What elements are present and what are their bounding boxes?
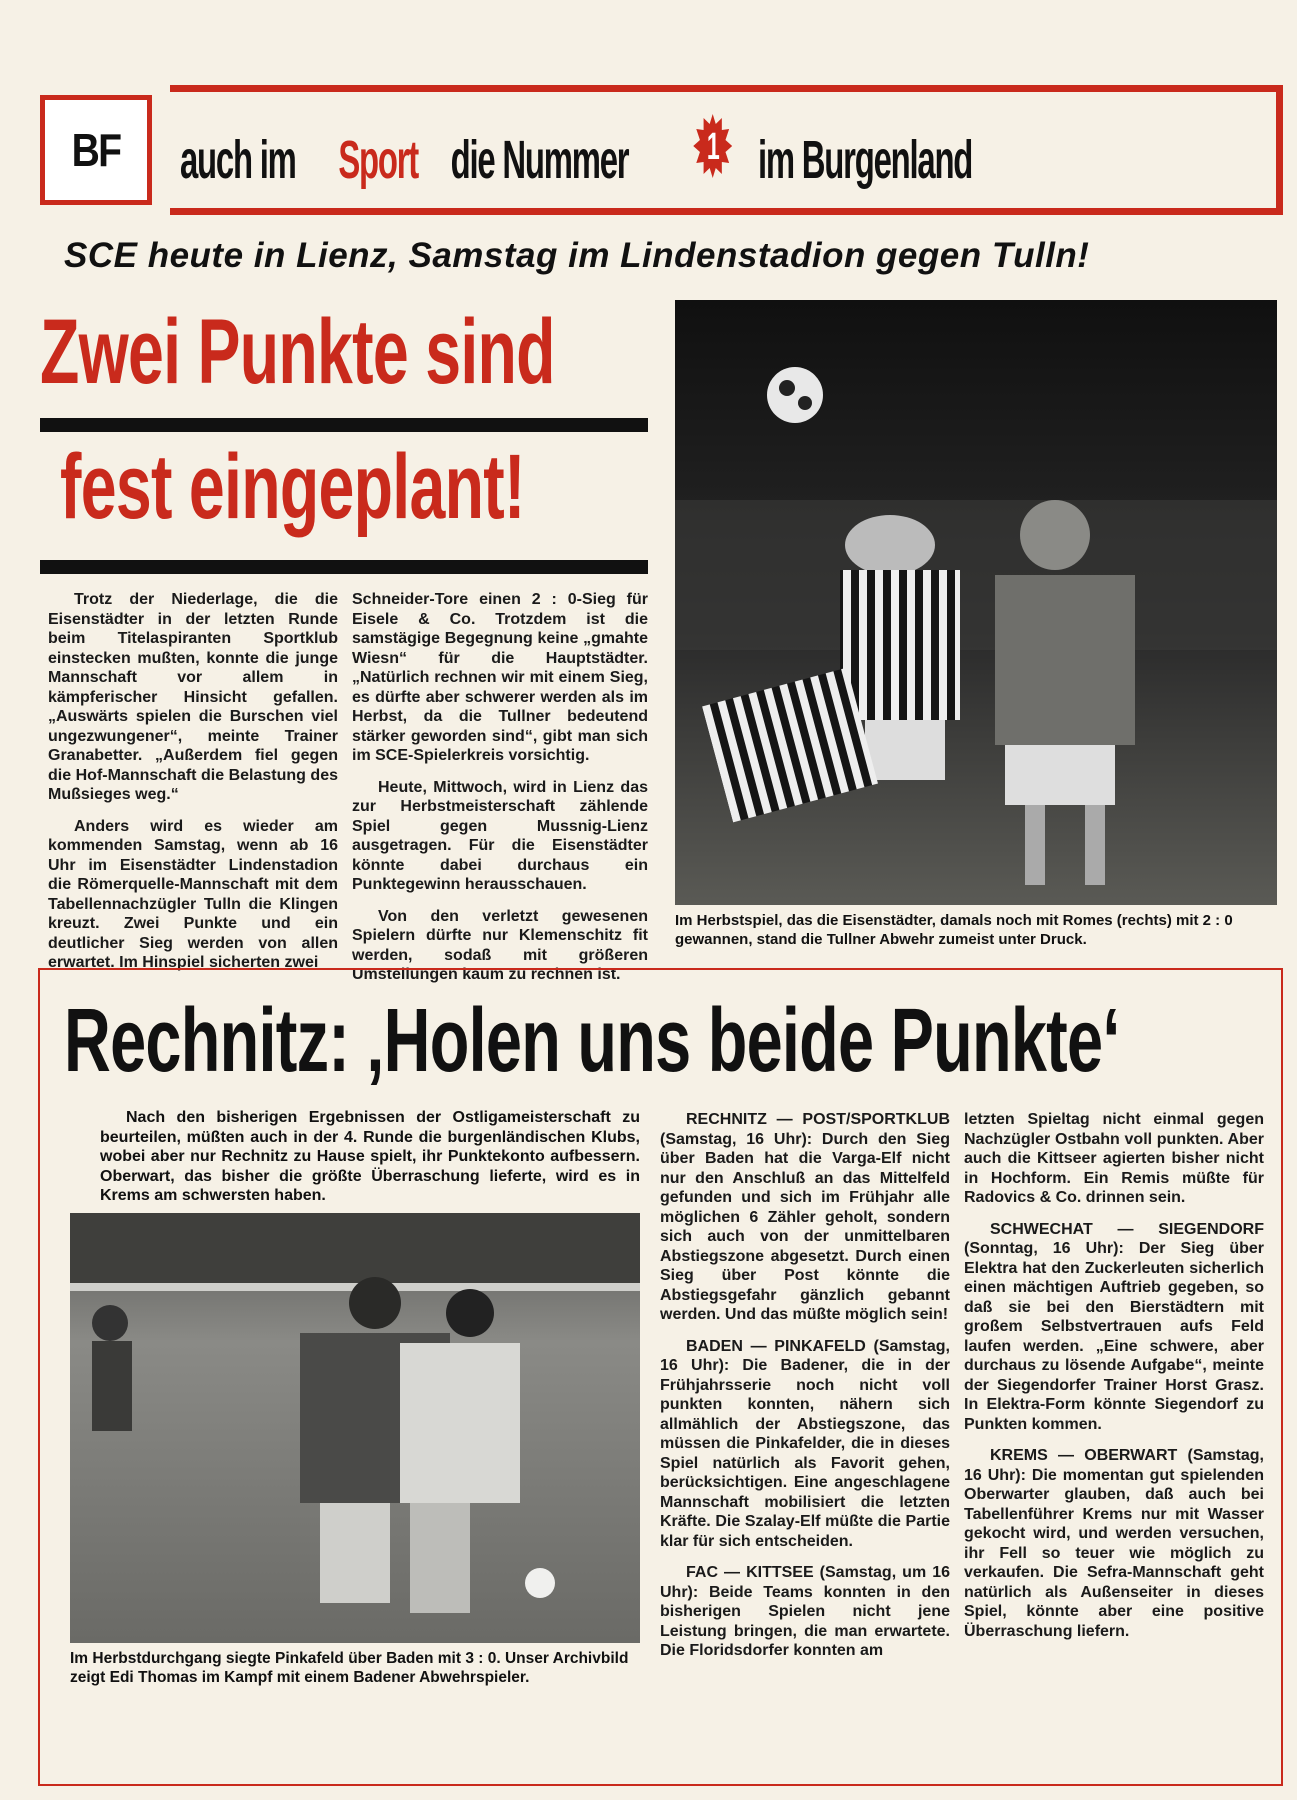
- match-text: (Sonntag, 16 Uhr): Der Sieg über Elektra hat den Zuckerleuten sicherlich einen mächtigen Auftrieb gegeben, so daß sie bei den Bierstädtern mit großem Selbstvertrauen aufs Feld laufen werden. „Eine schwere, aber durchaus zu lösende Aufgabe“, meinte der Siegendorfer Trainer Horst Grasz. In Elektra-Form könnte Siegendorf zu Punkten kommen.: [964, 1240, 1264, 1433]
- article-1-column-1: [48, 590, 338, 985]
- article-2-intro: [100, 1108, 640, 1206]
- headline-1-line-1: Zwei Punkte sind: [40, 301, 555, 403]
- badge-number: 1: [707, 124, 719, 167]
- match-text: (Samstag, 16 Uhr): Die Badener, die in der Frühjahrsserie noch nicht voll punkten konnten, nähern sich allmählich der Abstiegszone, das müssen die Pinkafelder, die in dieses Spiel natürlich als Favorit gehen, berücksichtigen. Eine angeschlagene Mannschaft mobilisiert die letzten Kräfte. Die Szalay-Elf müßte die Partie klar für sich entscheiden.: [660, 1337, 950, 1550]
- paragraph: Von den verletzt gewesenen Spielern dürfte nur Klemenschitz fit werden, sodaß mit größeren Umstellungen kaum zu rechnen ist.: [352, 907, 648, 983]
- banner-slogan: [180, 112, 1280, 192]
- banner-part1: auch im: [180, 129, 296, 190]
- match-title: SCHWECHAT — SIEGENDORF: [990, 1220, 1264, 1238]
- photo-1-caption: Im Herbstspiel, das die Eisenstädter, damals noch mit Romes (rechts) mit 2 : 0 gewannen, stand die Tullner Abwehr zumeist unter Druck.: [675, 912, 1233, 948]
- photo-pinkafeld-baden: [70, 1213, 640, 1643]
- match-paragraph: [660, 1110, 950, 1325]
- number-one-badge-icon: [693, 114, 732, 178]
- match-paragraph: [964, 1220, 1264, 1435]
- paragraph: Schneider-Tore einen 2 : 0-Sieg für Eisele & Co. Trotzdem ist die samstägige Begegnung keine „gmahte Wiesn“ für die Hauptstädter. „Natürlich rechnen wir mit einem Sieg, es dürfte aber schwerer werden als im Herbst, da die Tullner bedeutend stärker geworden sind“, gibt man sich im SCE-Spielerkreis vorsichtig.: [352, 591, 648, 764]
- match-paragraph: [964, 1110, 1264, 1208]
- banner-part3: im Burgenland: [758, 129, 973, 190]
- bf-logo: BF: [58, 106, 135, 194]
- article-2-column-middle: [660, 1110, 950, 1673]
- match-paragraph: [964, 1446, 1264, 1641]
- match-title: FAC — KITTSEE: [686, 1564, 814, 1581]
- match-title: KREMS — OBERWART: [990, 1447, 1178, 1464]
- banner-sport: Sport: [338, 129, 419, 190]
- article-2-column-right: [964, 1110, 1264, 1653]
- match-text: (Samstag, um 16 Uhr): Beide Teams konnten in den bisherigen Spielen nicht jene Leistung bringen, die man erwartete. Die Floridsdorfer konnten am: [660, 1564, 951, 1659]
- banner-part2: die Nummer: [450, 129, 629, 190]
- match-paragraph: [660, 1337, 950, 1552]
- headline-rule-1: [40, 418, 648, 432]
- photo-2-caption: Im Herbstdurchgang siegte Pinkafeld über Baden mit 3 : 0. Unser Archivbild zeigt Edi Thomas im Kampf mit einem Badener Abwehrspieler.: [70, 1650, 629, 1686]
- match-text: (Samstag, 16 Uhr): Durch den Sieg über Baden hat die Varga-Elf nicht nur den Anschluß an das Mittelfeld gefunden und sich im Frühjahr alle möglichen 6 Zähler geholt, sondern sich auch von der unmittelbaren Abstiegszone abgesetzt. Durch einen Sieg über Post könnte die Abstiegsgefahr gänzlich gebannt werden. Und das müßte möglich sein!: [660, 1130, 950, 1323]
- headline-2: Rechnitz: ‚Holen uns beide Punkte‘: [64, 991, 1120, 1091]
- match-title: RECHNITZ — POST/SPORTKLUB: [686, 1111, 950, 1128]
- match-title: BADEN — PINKAFELD: [686, 1337, 866, 1355]
- match-paragraph: [660, 1563, 950, 1661]
- match-text: letzten Spieltag nicht einmal gegen Nachzügler Ostbahn voll punkten. Aber auch die Kittseer agierten bisher nicht in Hochform. Ein Remis müßte für Radovics & Co. drinnen sein.: [964, 1111, 1264, 1206]
- paragraph: Anders wird es wieder am kommenden Samstag, wenn ab 16 Uhr im Eisenstädter Lindenstadion die Römerquelle-Mannschaft mit dem Tabellennachzügler Tulln die Klingen kreuzt. Zwei Punkte und ein deutlicher Sieg werden von allen erwartet. Im Hinspiel sicherten zwei: [48, 817, 338, 971]
- photo-football-match-herbst: [675, 300, 1277, 905]
- bf-logo-box: [40, 95, 152, 205]
- paragraph: Trotz der Niederlage, die die Eisenstädter in der letzten Runde beim Titelaspiranten Sportklub einstecken mußten, konnte die junge Mannschaft vor allem in kämpferischer Hinsicht gefallen. „Auswärts spielen die Burschen viel ungezwungener“, meinte Trainer Granabetter. „Außerdem fiel gegen die Hof-Mannschaft die Belastung des Mußsieges weg.“: [48, 591, 338, 803]
- subheadline: SCE heute in Lienz, Samstag im Lindenstadion gegen Tulln!: [64, 236, 1090, 275]
- headline-1-line-2: fest eingeplant!: [60, 436, 525, 538]
- article-1-column-2: [352, 590, 648, 997]
- match-text: (Samstag, 16 Uhr): Die momentan gut spielenden Oberwarter glauben, daß auch bei Tabellenführer Krems nur mit Wasser gekocht wird, und werden versuchen, ihr Fell so teuer wie möglich zu verkaufen. Die Sefra-Mannschaft geht natürlich als Außenseiter in dieses Spiel, könnte aber eine positive Überraschung liefern.: [964, 1447, 1264, 1640]
- headline-rule-2: [40, 560, 648, 574]
- intro-paragraph: Nach den bisherigen Ergebnissen der Ostligameisterschaft zu beurteilen, müßten auch in der 4. Runde die burgenländischen Klubs, wobei aber nur Rechnitz zu Hause spielt, ihr Punktekonto aufbessern. Oberwart, das bisher die größte Überraschung lieferte, wird es in Krems am schwersten haben.: [100, 1109, 640, 1204]
- paragraph: Heute, Mittwoch, wird in Lienz das zur Herbstmeisterschaft zählende Spiel gegen Mussnig-Lienz ausgetragen. Für die Eisenstädter könnte dabei durchaus ein Punktegewinn herausschauen.: [352, 778, 648, 893]
